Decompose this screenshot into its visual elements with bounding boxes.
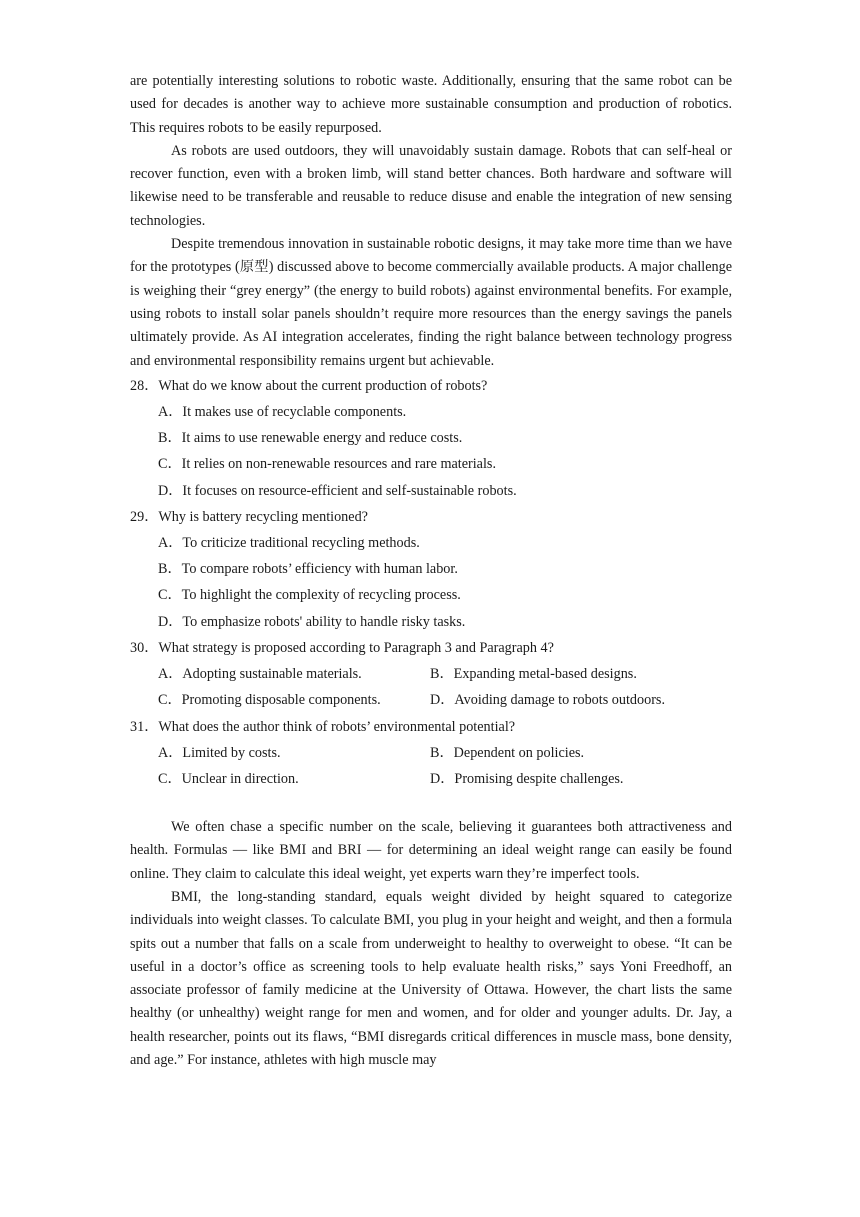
option-c: C．Promoting disposable components. [158,692,381,709]
option-a: A．It makes use of recyclable components. [158,404,407,421]
option-c: C．Unclear in direction. [158,770,299,787]
question-29 [130,504,732,635]
question-31 [130,714,732,793]
passage1-paragraph: Despite tremendous innovation in sustainable robotic designs, it may take more time than we have for the prototypes (原型) discussed above to become commercially available products. A major challenge is weighing their “grey energy” (the energy to build robots) against environmental benefits. For example, using robots to install solar panels shouldn’t require more resources than the energy savings the panels ultimately provide. As AI integration accelerates, finding the right balance between technology progress and environmental responsibility remains urgent but achievable. [130,236,732,369]
option-row [130,740,732,766]
option-b: B．To compare robots’ efficiency with human labor. [158,561,458,578]
option-c: C．To highlight the complexity of recycling process. [158,587,461,604]
option-d: D．To emphasize robots' ability to handle risky tasks. [158,613,466,630]
question-stem: 28．What do we know about the current production of robots? [130,377,488,394]
option-b: B．It aims to use renewable energy and reduce costs. [158,430,463,447]
option-row [130,766,732,792]
option-c: C．It relies on non-renewable resources and rare materials. [158,456,496,473]
option-a: A．Adopting sustainable materials. [158,666,362,683]
passage2-paragraph: BMI, the long-standing standard, equals weight divided by height squared to categorize individuals into weight classes. To calculate BMI, you plug in your height and weight, and then a formula spits out a number that falls on a scale from underweight to healthy to overweight to obese. “It can be useful in a doctor’s office as screening tools to help evaluate health risks,” says Yoni Freedhoff, an associate professor of family medicine at the University of Ottawa. However, the chart lists the same healthy (or unhealthy) weight range for men and women, and for older and younger adults. Dr. Jay, a health researcher, points out its flaws, “BMI disregards critical differences in muscle mass, bone density, and age.” For instance, athletes with high muscle may [130,889,732,1069]
question-30 [130,635,732,714]
option-d: D．Avoiding damage to robots outdoors. [430,692,665,709]
option-d: D．Promising despite challenges. [430,770,624,787]
option-d: D．It focuses on resource-efficient and self-sustainable robots. [158,482,517,499]
option-row [130,661,732,687]
passage2-paragraph: We often chase a specific number on the scale, believing it guarantees both attractiveness and health. Formulas — like BMI and BRI — for determining an ideal weight range can easily be found online. They claim to calculate this ideal weight, yet experts warn they’re imperfect tools. [130,819,732,882]
passage1-paragraph: are potentially interesting solutions to robotic waste. Additionally, ensuring that the same robot can be used for decades is another way to achieve more sustainable consumption and production of robotics. This requires robots to be easily repurposed. [130,73,732,136]
exam-page [130,70,732,1072]
question-stem: 31．What does the author think of robots’ environmental potential? [130,718,516,735]
passage1-paragraph: As robots are used outdoors, they will unavoidably sustain damage. Robots that can self-heal or recover function, even with a broken limb, will stand better chances. Both hardware and software will likewise need to be transferable and reusable to reduce disuse and enable the integration of new sensing technologies. [130,142,732,229]
section-gap [130,792,732,816]
option-a: A．To criticize traditional recycling methods. [158,535,420,552]
option-row [130,687,732,713]
question-stem: 30．What strategy is proposed according to Paragraph 3 and Paragraph 4? [130,639,554,656]
option-b: B．Dependent on policies. [430,744,585,761]
option-a: A．Limited by costs. [158,744,281,761]
question-28 [130,373,732,504]
option-b: B．Expanding metal-based designs. [430,666,637,683]
question-stem: 29．Why is battery recycling mentioned? [130,508,368,525]
